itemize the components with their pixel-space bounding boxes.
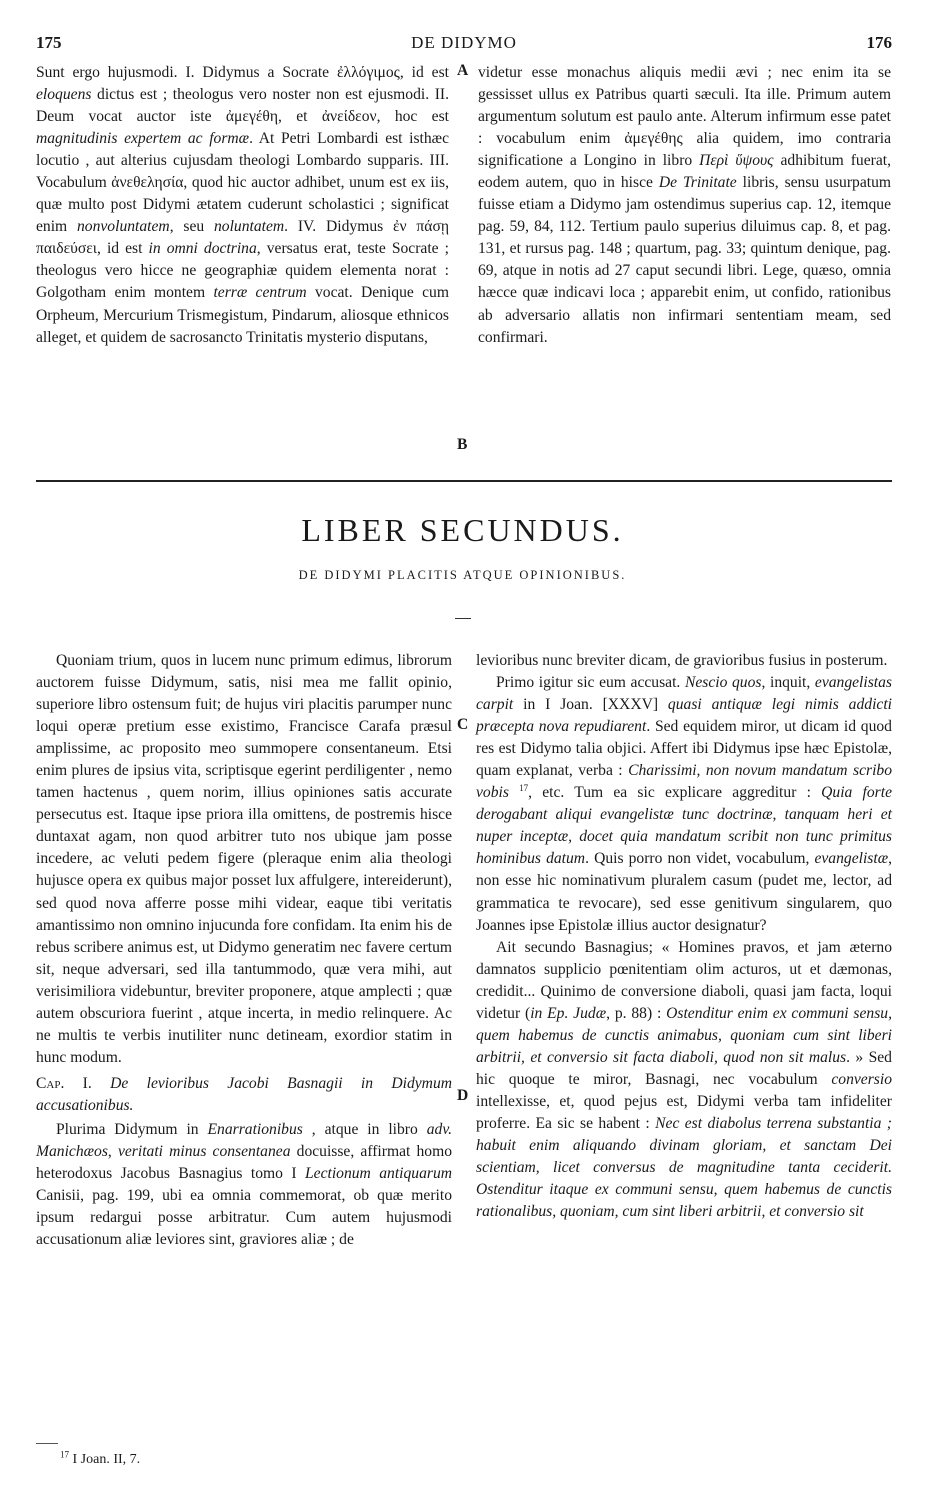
page-number-left: 175	[36, 33, 62, 52]
margin-mark-b: B	[457, 436, 468, 453]
running-head	[36, 33, 892, 55]
page-number-right: 176	[866, 33, 892, 52]
chapter-title: De levioribus Jacobi Basnagii in Didymum accusationibus.	[36, 1074, 452, 1114]
continuation-paragraph: levioribus nunc breviter dicam, de gravioribus fusius in posterum.	[476, 652, 888, 669]
top-left-column	[36, 62, 449, 349]
margin-mark-d: D	[457, 1087, 469, 1104]
margin-mark-a: A	[457, 62, 469, 79]
top-right-paragraph: videtur esse monachus aliquis medii ævi ; nec enim ita se gessisset ullus ex Patribus quarti sæculi. Ita ille. Primum autem argumentum solutum est paulo ante. Alterum infirmum esse patet : vocabulum enim ἀμεγέθης alia quidem, imo contraria significatione a Longino in libro Περὶ ὕψους adhibitum fuerat, eodem autem, quo in hisce De Trinitate libris, sensu usurpatum fuisse etiam a Didymo jam ostendimus superius cap. 12, itemque pag. 59, 84, 112. Tertium paulo superius diluimus cap. 8, et pag. 131, et rursus pag. 148 ; quartum, pag. 33; quintum denique, pag. 69, atque in notis ad 27 caput secundi libri. Lege, quæso, omnia hæcce quæ indicavi loca ; apparebit enim, ut confido, rationibus ab adversario allatis non infirmari sententiam meam, sed confirmari.	[478, 64, 891, 346]
footnote-number: 17	[60, 1449, 69, 1460]
margin-mark-c: C	[457, 716, 469, 733]
chapter-label: Cap. I.	[36, 1074, 92, 1092]
chapter-heading	[36, 1073, 452, 1117]
book-subtitle: DE DIDYMI PLACITIS ATQUE OPINIONIBUS.	[298, 568, 627, 582]
section-divider	[36, 480, 892, 482]
title-ornament-rule	[455, 618, 471, 619]
footnote-rule	[36, 1443, 58, 1444]
bottom-right-column	[476, 650, 892, 1223]
footnote	[60, 1449, 141, 1468]
footnote-text: I Joan. II, 7.	[72, 1452, 141, 1467]
intro-paragraph: Quoniam trium, quos in lucem nunc primum edimus, librorum auctorem fuisse Didymum, satis, nisi mea me fallit opinio, superiore libro ostensum fuit; de hujus viri placitis parumper nunc loqui operæ pretium esse existimo, Francisce Carafa præsul amplissime, ac proposito meo summopere consentaneum. Etsi enim plures de ipsius vita, scriptisque egerint perdiligenter , nemo tamen hactenus , quem norim, illius opiniones satis accurate persecutus est. Itaque ipse priora illa omittens, de postremis hisce duntaxat agam, non quod arbitrer tuto nos ubique jam posse incedere, ac veluti pedem figere (pleraque enim alia theologi hujusce opera ex quibus major posset lux affulgere, intereiderunt), sed quod nova afferre posse mihi videar, eaque tibi veritatis amantissimo non omnino injucunda fore confidam. Ita enim his de rebus scribere animus est, ut Didymo generatim nec favere certum sit, neque adversari, sed illa tantummodo, quæ vera mihi, aut verisimiliora videbuntur, breviter proponere, atque amplecti ; quæ autem obscuriora fuerint , atque incerta, in medio relinquere. Ac ne multis te verbis inutiliter nunc detineam, exordior statim in hunc modum.	[36, 652, 452, 1066]
first-accusation-paragraph: Primo igitur sic eum accusat. Nescio quos, inquit, evangelistas carpit in I Joan. [XXXV] quasi antiquæ legi nimis addicti præcepta nova repudiarent. Sed equidem miror, ut dicam id quod res est Didymo talia objici. Affert ibi Didymus ipse hæc Epistolæ, quam explanat, verba : Charissimi, non novum mandatum scribo vobis $^{17}$, etc. Tum ea sic explicare aggreditur : Quia forte derogabant aliqui evangelistæ tunc doctrinæ, tanquam heri et nuper inceptæ, docet quia mandatum scribit non tunc primitus hominibus datum. Quis porro non videt, vocabulum, evangelistæ, non esse hic nominativum pluralem casum (pudet me, lector, ad grammatica te revocare), sed esse genitivum singularem, quo Joannes ipse Epistolæ illius auctor designatur?	[476, 674, 892, 934]
bottom-left-column	[36, 650, 452, 1251]
second-accusation-paragraph: Ait secundo Basnagius; « Homines pravos, et jam æterno damnatos supplicio pœnitentiam olim acturos, ut et dæmonas, credidit... Quinimo de conversione diaboli, quasi jam facta, loqui videtur (in Ep. Judæ, p. 88) : Ostenditur enim ex communi sensu, quem habemus de cunctis animabus, quoniam cum sint liberi arbitrii, et conversio sit facta diaboli, quod non sit malus. » Sed hic quoque te miror, Basnagi, nec vocabulum conversio intellexisse, et, quod pejus est, Didymi verba tam infideliter proferre. Ea sic se habent : Nec est diabolus terrena substantia ; habuit enim aliquando divinam gloriam, et sanctam Dei scientiam, licet conversus de magnitudine tanta ceciderit. Ostenditur itaque ex communi sensu, quem habemus de cunctis rationalibus, quoniam, cum sint liberi arbitrii, et conversio sit	[476, 938, 893, 1221]
chapter-paragraph: Plurima Didymum in Enarrationibus , atque in libro adv. Manichæos, veritati minus consentanea docuisse, affirmat homo heterodoxus Jacobus Basnagius tomo I Lectionum antiquarum Canisii, pag. 199, ubi ea omnia commemorat, ob quæ merito ipsum redargui posse arbitratur. Cum autem hujusmodi accusationum aliæ leviores sint, graviores aliæ ; de	[36, 1120, 452, 1249]
running-title: DE DIDYMO	[411, 33, 517, 52]
book-title: LIBER SECUNDUS.	[301, 512, 624, 548]
top-left-paragraph: Sunt ergo hujusmodi. I. Didymus a Socrate ἐλλόγιμος, id est eloquens dictus est ; theologus vero noster non est ejusmodi. II. Deum vocat auctor iste ἀμεγέθη, et ἀνείδεον, hoc est magnitudinis expertem ac formæ. At Petri Lombardi est isthæc locutio , aut alterius cujusdam theologi Lombardo supparis. III. Vocabulum ἀνεθελησία, quod hic auctor adhibet, unum est ex iis, quæ multo post Didymi ætatem cuderunt scholastici ; significat enim nonvoluntatem, seu noluntatem. IV. Didymus ἐν πάσῃ παιδεύσει, id est in omni doctrina, versatus erat, teste Socrate ; theologus vero hicce ne geographiæ quidem elementa norat : Golgotham enim montem terræ centrum vocat. Denique cum Orpheum, Mercurium Trismegistum, Pindarum, aliosque ethnicos alleget, et quidem de sacrosancto Trinitatis mysterio disputans,	[36, 64, 450, 346]
top-right-column	[478, 62, 891, 349]
